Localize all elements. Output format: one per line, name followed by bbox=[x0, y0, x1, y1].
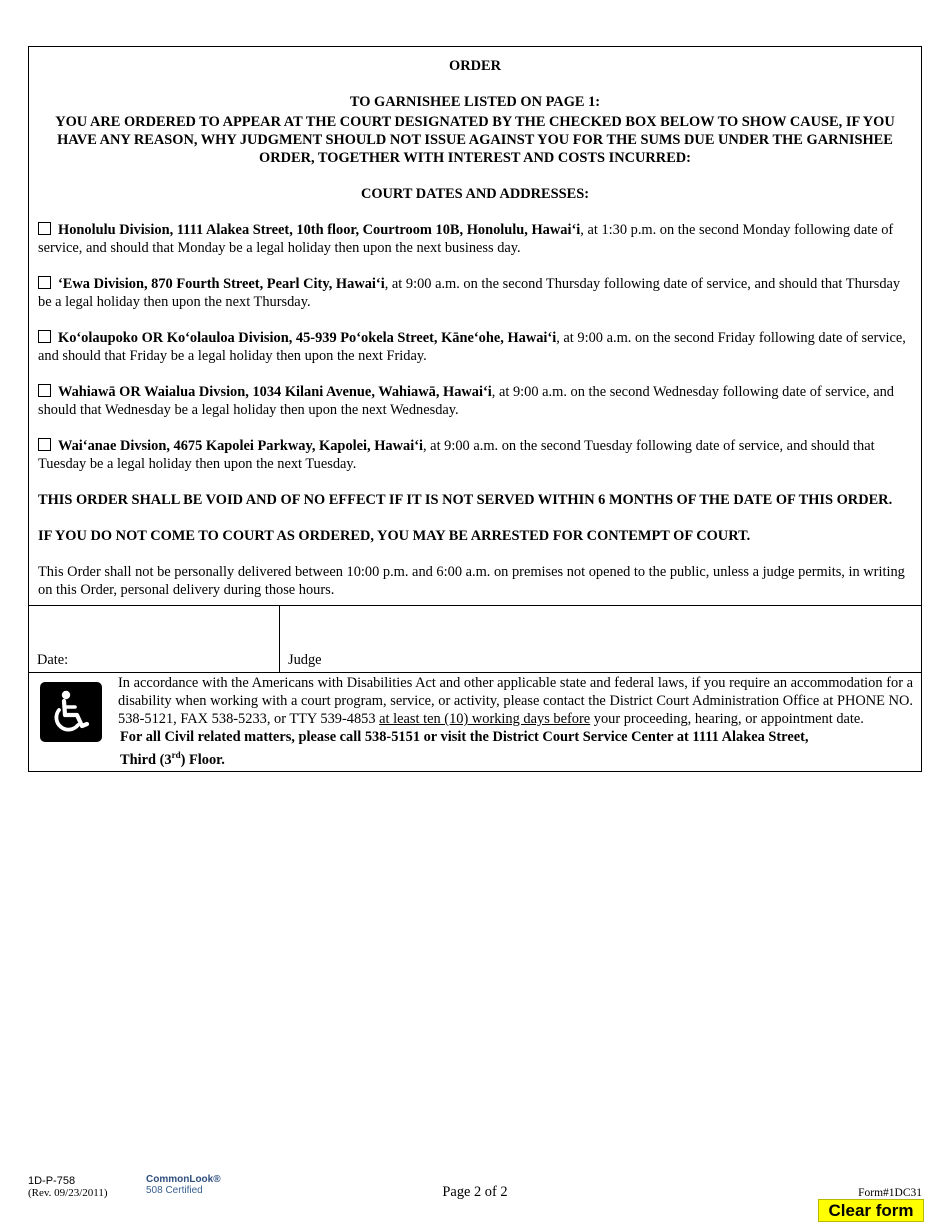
court-details: , at 9:00 a.m. on the second Wednesday following date of service, and should that Wednesday be a legal holiday then upon the next Wednesday. bbox=[38, 384, 894, 418]
judge-signature-field[interactable] bbox=[280, 606, 921, 672]
court-option-wahiawa bbox=[38, 383, 912, 419]
date-field[interactable] bbox=[29, 606, 280, 672]
floor-prefix: Third (3 bbox=[120, 751, 172, 768]
order-title: ORDER bbox=[449, 58, 501, 74]
court-option-honolulu bbox=[38, 221, 912, 257]
judge-label: Judge bbox=[288, 652, 322, 668]
court-location: Honolulu Division, 1111 Alakea Street, 10th floor, Courtroom 10B, Honolulu, Hawai‘i bbox=[58, 222, 581, 238]
floor-suffix: ) Floor. bbox=[180, 751, 225, 768]
order-form-frame bbox=[28, 46, 922, 772]
ada-text bbox=[118, 674, 913, 728]
order-section bbox=[29, 47, 921, 605]
court-checkbox-waianae[interactable] bbox=[38, 438, 51, 451]
floor-sup: rd bbox=[171, 750, 181, 760]
court-option-ewa bbox=[38, 275, 912, 311]
ada-text-before: In accordance with the Americans with Disabilities Act and other applicable state and federal laws, if you require an accommodation for a disability when working with a court program, service, or activity, please contact the District Court Administration Office at PHONE NO. 538-5121, FAX 538-5233, or TTY 539-4853 bbox=[118, 675, 913, 727]
court-option-koolaupoko bbox=[38, 329, 912, 365]
courts-heading: COURT DATES AND ADDRESSES: bbox=[360, 186, 590, 202]
form-id: Form#1DC31 bbox=[858, 1187, 922, 1199]
civil-matters-line: For all Civil related matters, please call 538-5151 or visit the District Court Service Center at 1111 Alakea Street, bbox=[120, 729, 809, 745]
court-location: Ko‘olaupoko OR Ko‘olauloa Division, 45-939 Po‘okela Street, Kāne‘ohe, Hawai‘i bbox=[58, 330, 557, 346]
court-location: Wai‘anae Divsion, 4675 Kapolei Parkway, Kapolei, Hawai‘i bbox=[58, 438, 423, 454]
delivery-notice: This Order shall not be personally delivered between 10:00 p.m. and 6:00 a.m. on premises not opened to the public, unless a judge permits, in writing on this Order, personal delivery during those hours. bbox=[38, 564, 905, 598]
ada-content bbox=[118, 674, 913, 769]
form-revision: (Rev. 09/23/2011) bbox=[28, 1187, 108, 1199]
court-checkbox-ewa[interactable] bbox=[38, 276, 51, 289]
order-instruction: YOU ARE ORDERED TO APPEAR AT THE COURT DESIGNATED BY THE CHECKED BOX BELOW TO SHOW CAUSE, IF YOU HAVE ANY REASON, WHY JUDGMENT SHOULD NOT ISSUE AGAINST YOU FOR THE SUMS DUE UNDER THE GARNISHEE ORDER, TOGETHER WITH INTEREST AND COSTS INCURRED: bbox=[55, 114, 895, 166]
court-checkbox-honolulu[interactable] bbox=[38, 222, 51, 235]
ada-text-after: your proceeding, hearing, or appointment date. bbox=[590, 711, 864, 727]
court-checkbox-koolaupoko[interactable] bbox=[38, 330, 51, 343]
garnishee-to-line: TO GARNISHEE LISTED ON PAGE 1: bbox=[349, 94, 601, 110]
court-details: , at 9:00 a.m. on the second Friday following date of service, and should that Friday be a legal holiday then upon the next Friday. bbox=[38, 330, 906, 364]
signature-row bbox=[29, 605, 921, 672]
arrest-warning: IF YOU DO NOT COME TO COURT AS ORDERED, YOU MAY BE ARRESTED FOR CONTEMPT OF COURT. bbox=[38, 528, 751, 544]
court-details: , at 9:00 a.m. on the second Tuesday following date of service, and should that Tuesday be a legal holiday then upon the next Tuesday. bbox=[38, 438, 875, 472]
ada-deadline: at least ten (10) working days before bbox=[379, 711, 591, 727]
court-checkbox-wahiawa[interactable] bbox=[38, 384, 51, 397]
commonlook-certification: 508 Certified bbox=[146, 1185, 203, 1196]
court-option-waianae bbox=[38, 437, 912, 473]
ada-notice bbox=[29, 672, 921, 771]
clear-form-button[interactable]: Clear form bbox=[818, 1199, 924, 1222]
void-warning: THIS ORDER SHALL BE VOID AND OF NO EFFECT IF IT IS NOT SERVED WITHIN 6 MONTHS OF THE DATE OF THIS ORDER. bbox=[38, 492, 893, 508]
commonlook-name: CommonLook® bbox=[146, 1174, 221, 1185]
page-number: Page 2 of 2 bbox=[442, 1184, 508, 1200]
court-details: , at 9:00 a.m. on the second Thursday following date of service, and should that Thursday be a legal holiday then upon the next Thursday. bbox=[38, 276, 901, 310]
civil-floor-line bbox=[118, 746, 913, 769]
form-code: 1D-P-758 bbox=[28, 1175, 76, 1187]
date-label: Date: bbox=[37, 652, 69, 668]
court-location: Wahiawā OR Waialua Divsion, 1034 Kilani Avenue, Wahiawā, Hawai‘i bbox=[58, 384, 492, 400]
wheelchair-accessibility-icon bbox=[40, 682, 102, 742]
court-location: ‘Ewa Division, 870 Fourth Street, Pearl City, Hawai‘i bbox=[58, 276, 385, 292]
court-details: , at 1:30 p.m. on the second Monday following date of service, and should that Monday be a legal holiday then upon the next business day. bbox=[38, 222, 894, 256]
